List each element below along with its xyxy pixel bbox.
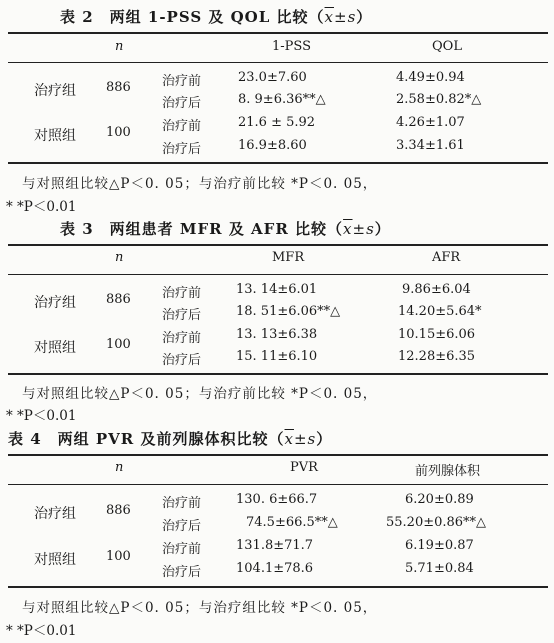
value-a: 13. 14±6.01 (236, 282, 318, 297)
value-b: 12.28±6.35 (398, 349, 476, 364)
group-label: 治疗组 (34, 506, 76, 522)
col-b-header: AFR (432, 250, 461, 265)
time-label: 治疗前 (162, 496, 202, 511)
value-b: 2.58±0.82*△ (396, 92, 482, 107)
value-a: 104.1±78.6 (236, 561, 314, 576)
time-label: 治疗后 (162, 142, 202, 157)
time-label: 治疗后 (162, 308, 202, 323)
col-n-header: n (115, 250, 124, 265)
value-a: 16.9±8.60 (238, 138, 307, 153)
header-rule (8, 62, 548, 63)
time-label: 治疗前 (162, 119, 202, 134)
group-label: 对照组 (34, 340, 76, 356)
value-a: 130. 6±66.7 (236, 492, 318, 507)
table-note-2: * *P＜0.01 (6, 199, 77, 215)
value-a: 21.6 ± 5.92 (238, 115, 316, 130)
value-a: 13. 13±6.38 (236, 327, 318, 342)
group-label: 对照组 (34, 128, 76, 144)
col-n-header: n (115, 460, 124, 475)
value-b: 5.71±0.84 (405, 561, 474, 576)
time-label: 治疗前 (162, 331, 202, 346)
col-n-header: n (115, 39, 124, 54)
table-2-caption: 表 2 两组 1-PSS 及 QOL 比较$(\overline{x}\pm s)$ (60, 8, 373, 26)
col-a-header: PVR (290, 460, 318, 475)
col-b-header: QOL (432, 39, 462, 54)
header-rule (8, 484, 548, 485)
time-label: 治疗后 (162, 519, 202, 534)
value-a: 15. 11±6.10 (236, 349, 318, 364)
top-rule (8, 32, 548, 34)
col-b-header: 前列腺体积 (415, 464, 481, 479)
bottom-rule (8, 162, 548, 164)
group-n: 886 (106, 503, 131, 518)
time-label: 治疗后 (162, 96, 202, 111)
table-3-caption: 表 3 两组患者 MFR 及 AFR 比较$(\overline{x}\pm s)$ (60, 220, 391, 238)
time-label: 治疗后 (162, 353, 202, 368)
col-a-header: 1-PSS (272, 39, 311, 54)
value-b: 6.20±0.89 (405, 492, 474, 507)
table-note-2: * *P＜0.01 (6, 623, 77, 639)
time-label: 治疗后 (162, 565, 202, 580)
value-b: 3.34±1.61 (396, 138, 465, 153)
table-note: 与对照组比较△P＜0. 05；与治疗组比较 *P＜0. 05， (22, 600, 378, 616)
table-2 (0, 0, 554, 215)
bottom-rule (8, 373, 548, 375)
time-label: 治疗前 (162, 74, 202, 89)
group-n: 100 (106, 125, 131, 140)
time-label: 治疗前 (162, 542, 202, 557)
group-label: 对照组 (34, 552, 76, 568)
value-b: 10.15±6.06 (398, 327, 476, 342)
group-label: 治疗组 (34, 295, 76, 311)
group-n: 886 (106, 292, 131, 307)
value-b: 9.86±6.04 (402, 282, 471, 297)
table-note-2: * *P＜0.01 (6, 408, 77, 424)
table-3 (0, 215, 554, 423)
value-a: 23.0±7.60 (238, 70, 307, 85)
value-a: 74.5±66.5**△ (246, 515, 338, 530)
group-n: 100 (106, 549, 131, 564)
value-b: 55.20±0.86**△ (386, 515, 487, 530)
value-b: 4.26±1.07 (396, 115, 465, 130)
value-a: 8. 9±6.36**△ (238, 92, 326, 107)
group-n: 886 (106, 80, 131, 95)
header-rule (8, 274, 548, 275)
group-label: 治疗组 (34, 83, 76, 99)
value-b: 4.49±0.94 (396, 70, 465, 85)
top-rule (8, 244, 548, 246)
value-b: 14.20±5.64* (398, 304, 482, 319)
time-label: 治疗前 (162, 286, 202, 301)
col-a-header: MFR (272, 250, 305, 265)
value-a: 131.8±71.7 (236, 538, 314, 553)
table-note: 与对照组比较△P＜0. 05；与治疗前比较 *P＜0. 05， (22, 176, 378, 192)
bottom-rule (8, 586, 548, 588)
table-4-caption: 表 4 两组 PVR 及前列腺体积比较$(\overline{x}\pm s)$ (8, 430, 333, 448)
value-a: 18. 51±6.06**△ (236, 304, 341, 319)
group-n: 100 (106, 337, 131, 352)
table-4 (0, 423, 554, 643)
table-note: 与对照组比较△P＜0. 05；与治疗前比较 *P＜0. 05， (22, 386, 378, 402)
top-rule (8, 454, 548, 456)
value-b: 6.19±0.87 (405, 538, 474, 553)
